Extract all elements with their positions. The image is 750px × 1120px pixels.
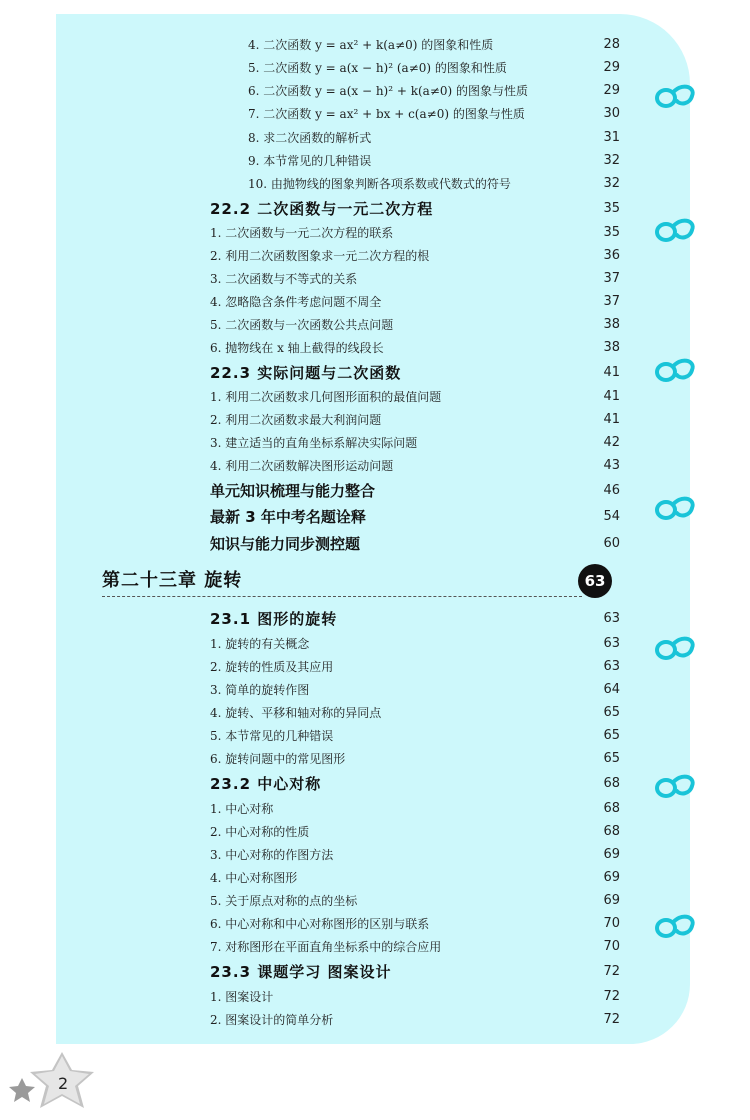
toc-entry-page: 37 — [603, 271, 620, 286]
toc-entry-title: 知识与能力同步测控题 — [210, 535, 361, 553]
toc-section-row[interactable] — [0, 198, 620, 220]
toc-section-row[interactable] — [0, 773, 620, 795]
toc-entry-row[interactable] — [0, 702, 620, 724]
toc-entry-title: 22.2 二次函数与一元二次方程 — [210, 200, 434, 218]
binder-ring-icon — [657, 917, 693, 936]
toc-entry-title: 6. 旋转问题中的常见图形 — [210, 752, 346, 766]
chapter-heading[interactable] — [102, 566, 612, 598]
toc-entry-page: 38 — [603, 317, 620, 332]
toc-entry-page: 69 — [603, 847, 620, 862]
page-number-badge — [0, 1050, 110, 1116]
toc-entry-page: 63 — [603, 636, 620, 651]
toc-entry-row[interactable] — [0, 222, 620, 244]
toc-entry-row[interactable] — [0, 986, 620, 1008]
toc-entry-row[interactable] — [0, 268, 620, 290]
toc-entry-page: 30 — [603, 106, 620, 121]
toc-entry-row[interactable] — [0, 150, 620, 172]
toc-entry-title: 4. 二次函数 y = ax² + k(a≠0) 的图象和性质 — [248, 38, 494, 52]
toc-entry-title: 5. 关于原点对称的点的坐标 — [210, 894, 358, 908]
toc-entry-page: 31 — [603, 130, 620, 145]
toc-entry-row[interactable] — [0, 34, 620, 56]
toc-entry-page: 68 — [603, 801, 620, 816]
toc-entry-title: 4. 中心对称图形 — [210, 871, 298, 885]
toc-entry-page: 72 — [603, 964, 620, 979]
toc-entry-title: 2. 利用二次函数图象求一元二次方程的根 — [210, 249, 430, 263]
toc-entry-title: 8. 求二次函数的解析式 — [248, 131, 372, 145]
toc-unit-row[interactable] — [0, 533, 620, 555]
toc-entry-row[interactable] — [0, 173, 620, 195]
toc-entry-page: 29 — [603, 83, 620, 98]
toc-entry-page: 41 — [603, 412, 620, 427]
toc-unit-row[interactable] — [0, 506, 620, 528]
binder-ring-icon — [657, 361, 693, 380]
toc-entry-page: 60 — [603, 536, 620, 551]
toc-entry-title: 1. 利用二次函数求几何图形面积的最值问题 — [210, 390, 442, 404]
toc-entry-row[interactable] — [0, 432, 620, 454]
toc-entry-title: 4. 忽略隐含条件考虑问题不周全 — [210, 295, 382, 309]
toc-entry-page: 65 — [603, 728, 620, 743]
toc-entry-row[interactable] — [0, 867, 620, 889]
toc-entry-page: 63 — [603, 611, 620, 626]
toc-entry-title: 单元知识梳理与能力整合 — [210, 482, 376, 500]
toc-entry-row[interactable] — [0, 1009, 620, 1031]
toc-entry-page: 35 — [603, 225, 620, 240]
toc-entry-row[interactable] — [0, 455, 620, 477]
toc-entry-page: 43 — [603, 458, 620, 473]
toc-entry-page: 42 — [603, 435, 620, 450]
toc-entry-page: 68 — [603, 824, 620, 839]
toc-entry-row[interactable] — [0, 127, 620, 149]
toc-entry-title: 2. 中心对称的性质 — [210, 825, 310, 839]
star-icon — [0, 1050, 110, 1116]
toc-entry-title: 2. 图案设计的简单分析 — [210, 1013, 334, 1027]
toc-entry-title: 1. 图案设计 — [210, 990, 274, 1004]
toc-entry-title: 6. 抛物线在 x 轴上截得的线段长 — [210, 341, 384, 355]
toc-entry-title: 4. 旋转、平移和轴对称的异同点 — [210, 706, 382, 720]
toc-entry-row[interactable] — [0, 337, 620, 359]
toc-entry-row[interactable] — [0, 748, 620, 770]
toc-entry-row[interactable] — [0, 291, 620, 313]
toc-entry-row[interactable] — [0, 633, 620, 655]
binder-rings — [650, 0, 750, 1116]
toc-entry-page: 69 — [603, 870, 620, 885]
toc-entry-row[interactable] — [0, 798, 620, 820]
toc-entry-page: 72 — [603, 989, 620, 1004]
toc-entry-page: 36 — [603, 248, 620, 263]
toc-entry-page: 41 — [603, 365, 620, 380]
chapter-page-badge: 63 — [578, 564, 612, 598]
toc-entry-page: 70 — [603, 916, 620, 931]
toc-entry-title: 23.2 中心对称 — [210, 775, 322, 793]
toc-entry-row[interactable] — [0, 936, 620, 958]
toc-entry-page: 29 — [603, 60, 620, 75]
toc-entry-title: 4. 利用二次函数解决图形运动问题 — [210, 459, 394, 473]
toc-section-row[interactable] — [0, 362, 620, 384]
toc-entry-title: 6. 二次函数 y = a(x − h)² + k(a≠0) 的图象与性质 — [248, 84, 529, 98]
toc-entry-row[interactable] — [0, 314, 620, 336]
chapter-title: 第二十三章 旋转 — [102, 570, 243, 591]
toc-entry-row[interactable] — [0, 679, 620, 701]
toc-entry-title: 5. 本节常见的几种错误 — [210, 729, 334, 743]
toc-unit-row[interactable] — [0, 480, 620, 502]
toc-entry-page: 37 — [603, 294, 620, 309]
toc-entry-row[interactable] — [0, 57, 620, 79]
toc-entry-page: 68 — [603, 776, 620, 791]
toc-entry-title: 7. 对称图形在平面直角坐标系中的综合应用 — [210, 940, 442, 954]
toc-entry-title: 9. 本节常见的几种错误 — [248, 154, 372, 168]
toc-entry-row[interactable] — [0, 656, 620, 678]
toc-entry-title: 1. 旋转的有关概念 — [210, 637, 310, 651]
toc-entry-page: 72 — [603, 1012, 620, 1027]
toc-section-row[interactable] — [0, 608, 620, 630]
toc-entry-page: 70 — [603, 939, 620, 954]
page-number: 2 — [58, 1074, 69, 1093]
toc-entry-title: 22.3 实际问题与二次函数 — [210, 364, 402, 382]
toc-entry-page: 32 — [603, 153, 620, 168]
toc-entry-title: 10. 由抛物线的图象判断各项系数或代数式的符号 — [248, 177, 511, 191]
toc-entry-page: 35 — [603, 201, 620, 216]
toc-entry-title: 2. 利用二次函数求最大利润问题 — [210, 413, 382, 427]
toc-entry-row[interactable] — [0, 386, 620, 408]
toc-entry-page: 64 — [603, 682, 620, 697]
toc-entry-page: 46 — [603, 483, 620, 498]
toc-entry-page: 28 — [603, 37, 620, 52]
toc-entry-row[interactable] — [0, 103, 620, 125]
toc-entry-title: 3. 中心对称的作图方法 — [210, 848, 334, 862]
toc-entry-title: 3. 建立适当的直角坐标系解决实际问题 — [210, 436, 418, 450]
toc-entry-page: 38 — [603, 340, 620, 355]
toc-entry-title: 5. 二次函数 y = a(x − h)² (a≠0) 的图象和性质 — [248, 61, 507, 75]
toc-entry-title: 1. 二次函数与一元二次方程的联系 — [210, 226, 394, 240]
toc-entry-title: 7. 二次函数 y = ax² + bx + c(a≠0) 的图象与性质 — [248, 107, 525, 121]
toc-entry-title: 2. 旋转的性质及其应用 — [210, 660, 334, 674]
toc-entry-page: 63 — [603, 659, 620, 674]
toc-entry-title: 23.1 图形的旋转 — [210, 610, 338, 628]
toc-entry-page: 54 — [603, 509, 620, 524]
binder-ring-icon — [657, 639, 693, 658]
toc-entry-page: 65 — [603, 705, 620, 720]
toc-entry-row[interactable] — [0, 245, 620, 267]
toc-entry-title: 3. 简单的旋转作图 — [210, 683, 310, 697]
toc-entry-row[interactable] — [0, 725, 620, 747]
binder-ring-icon — [657, 499, 693, 518]
toc-entry-row[interactable] — [0, 821, 620, 843]
chapter-divider — [102, 596, 582, 597]
toc-entry-row[interactable] — [0, 913, 620, 935]
toc-entry-title: 6. 中心对称和中心对称图形的区别与联系 — [210, 917, 430, 931]
toc-entry-row[interactable] — [0, 409, 620, 431]
toc-entry-title: 5. 二次函数与一次函数公共点问题 — [210, 318, 394, 332]
toc-entry-title: 23.3 课题学习 图案设计 — [210, 963, 392, 981]
toc-entry-page: 32 — [603, 176, 620, 191]
toc-entry-row[interactable] — [0, 890, 620, 912]
toc-entry-page: 65 — [603, 751, 620, 766]
toc-entry-row[interactable] — [0, 80, 620, 102]
toc-entry-title: 最新 3 年中考名题诠释 — [210, 508, 366, 526]
binder-ring-icon — [657, 777, 693, 796]
binder-ring-icon — [657, 221, 693, 240]
toc-entry-title: 1. 中心对称 — [210, 802, 274, 816]
toc-entry-row[interactable] — [0, 844, 620, 866]
toc-entry-page: 41 — [603, 389, 620, 404]
toc-entry-title: 3. 二次函数与不等式的关系 — [210, 272, 358, 286]
binder-ring-icon — [657, 87, 693, 106]
toc-section-row[interactable] — [0, 961, 620, 983]
toc-entry-page: 69 — [603, 893, 620, 908]
